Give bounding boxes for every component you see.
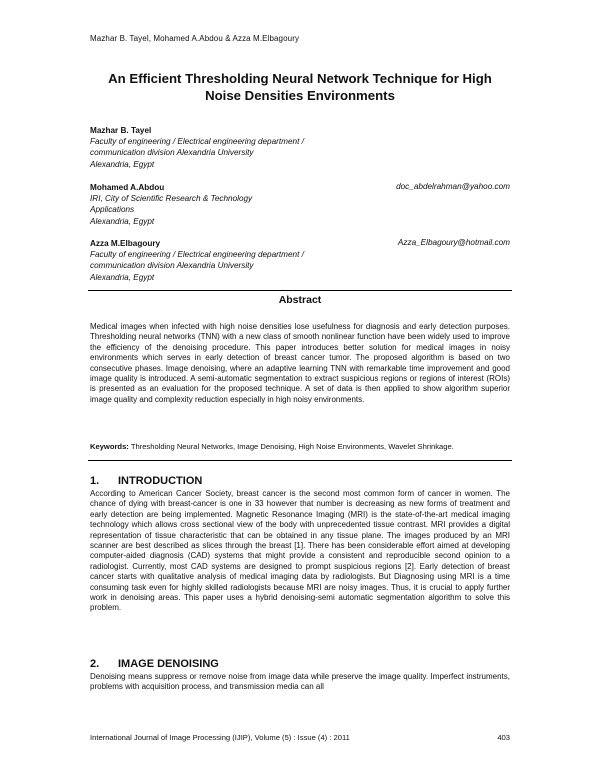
section-divider [88, 460, 512, 461]
title-line-1: An Efficient Thresholding Neural Network Technique for High [108, 71, 492, 86]
author-affiliation-line: communication division Alexandria University [90, 261, 254, 271]
section-number: 2. [90, 658, 100, 670]
section-title: INTRODUCTION [118, 475, 203, 487]
image-denoising-text: Denoising means suppress or remove noise from image data while preserve the image quality. Imperfect instruments, problems with acquisition process, and transmission media can all [90, 672, 510, 692]
section-number: 1. [90, 475, 100, 487]
page-footer [90, 733, 510, 742]
abstract-text: Medical images when infected with high noise densities lose usefulness for diagnosis and early detection purposes. Thresholding neural networks (TNN) with a new class of smooth nonlinear function have been widely used to improve the efficiency of the denoising procedure. This paper introduces better solution for medical images in noisy environments which serves in early detection of breast cancer tumor. The proposed algorithm is based on two consecutive phases. Image denoising, where an adaptive learning TNN with remarkable time improvement and good image quality is introduced. A semi-automatic segmentation to extract suspicious regions or regions of interest (ROIs) is presented as an evaluation for the proposed technique. A set of data is then applied to show algorithm superior image quality and complexity reduction especially in high noisy environments. [90, 322, 510, 404]
author-affiliation-line: communication division Alexandria University [90, 148, 254, 158]
footer-journal: International Journal of Image Processing (IJIP), Volume (5) : Issue (4) : 2011 [90, 733, 350, 742]
section-title: IMAGE DENOISING [118, 658, 219, 670]
author-email[interactable]: doc_abdelrahman@yahoo.com [396, 182, 510, 191]
author-affiliation-line: Alexandria, Egypt [90, 159, 155, 169]
keywords-label: Keywords: [90, 442, 129, 451]
author-affiliation-line: IRI, City of Scientific Research & Technology [90, 194, 253, 204]
author-name: Mohamed A.Abdou [90, 183, 165, 192]
abstract-heading: Abstract [88, 290, 512, 306]
keywords-text: Thresholding Neural Networks, Image Denoising, High Noise Environments, Wavelet Shrinkage. [130, 442, 454, 451]
paper-title [90, 70, 510, 104]
author-block-1 [90, 125, 510, 170]
author-email[interactable]: Azza_Elbagoury@hotmail.com [397, 238, 510, 247]
introduction-text: According to American Cancer Society, breast cancer is the second most common form of cancer in women. The chance of dying with breast-cancer is one in 33 however that number is decreasing as new forms of treatment and early detection are being implemented. Magnetic Resonance Imaging (MRI) is the state-of-the-art medical imaging technology which allows cross sectional view of the body with unprecedented tissue contrast. MRI provides a digital representation of tissue characteristic that can be obtained in any tissue plane. The images produced by an MRI scanner are best described as slices through the breast [1]. There has been considerable effort aimed at developing computer-aided diagnosis (CAD) systems that might provide a consistent and reproducible second opinion to a radiologist. Currently, most CAD systems are designed to prompt suspicious regions [2]. Early detection of breast cancer starts with qualitative analysis of medical imaging data by radiologists. But Diagnosing using MRI is a time consuming task even for highly skilled radiologists because MRI are noisy images. Thus, it is crucial to apply further work in denoising areas. This paper uses a hybrid denoising-semi automatic segmentation algorithm to solve this problem. [90, 489, 510, 613]
author-affiliation-line: Faculty of engineering / Electrical engineering department / [90, 250, 304, 260]
page-number: 403 [497, 733, 510, 742]
author-affiliation-line: Faculty of engineering / Electrical engineering department / [90, 137, 304, 147]
author-name: Azza M.Elbagoury [90, 239, 161, 248]
author-affiliation-line: Applications [90, 205, 135, 215]
author-affiliation-line: Alexandria, Egypt [90, 272, 155, 282]
author-affiliation-line: Alexandria, Egypt [90, 216, 155, 226]
keywords-line [90, 442, 520, 451]
title-line-2: Noise Densities Environments [205, 88, 395, 103]
author-name: Mazhar B. Tayel [90, 126, 152, 135]
section-heading-image-denoising [90, 658, 219, 670]
running-head: Mazhar B. Tayel, Mohamed A.Abdou & Azza M.Elbagoury [90, 34, 300, 43]
section-heading-introduction [90, 475, 202, 487]
